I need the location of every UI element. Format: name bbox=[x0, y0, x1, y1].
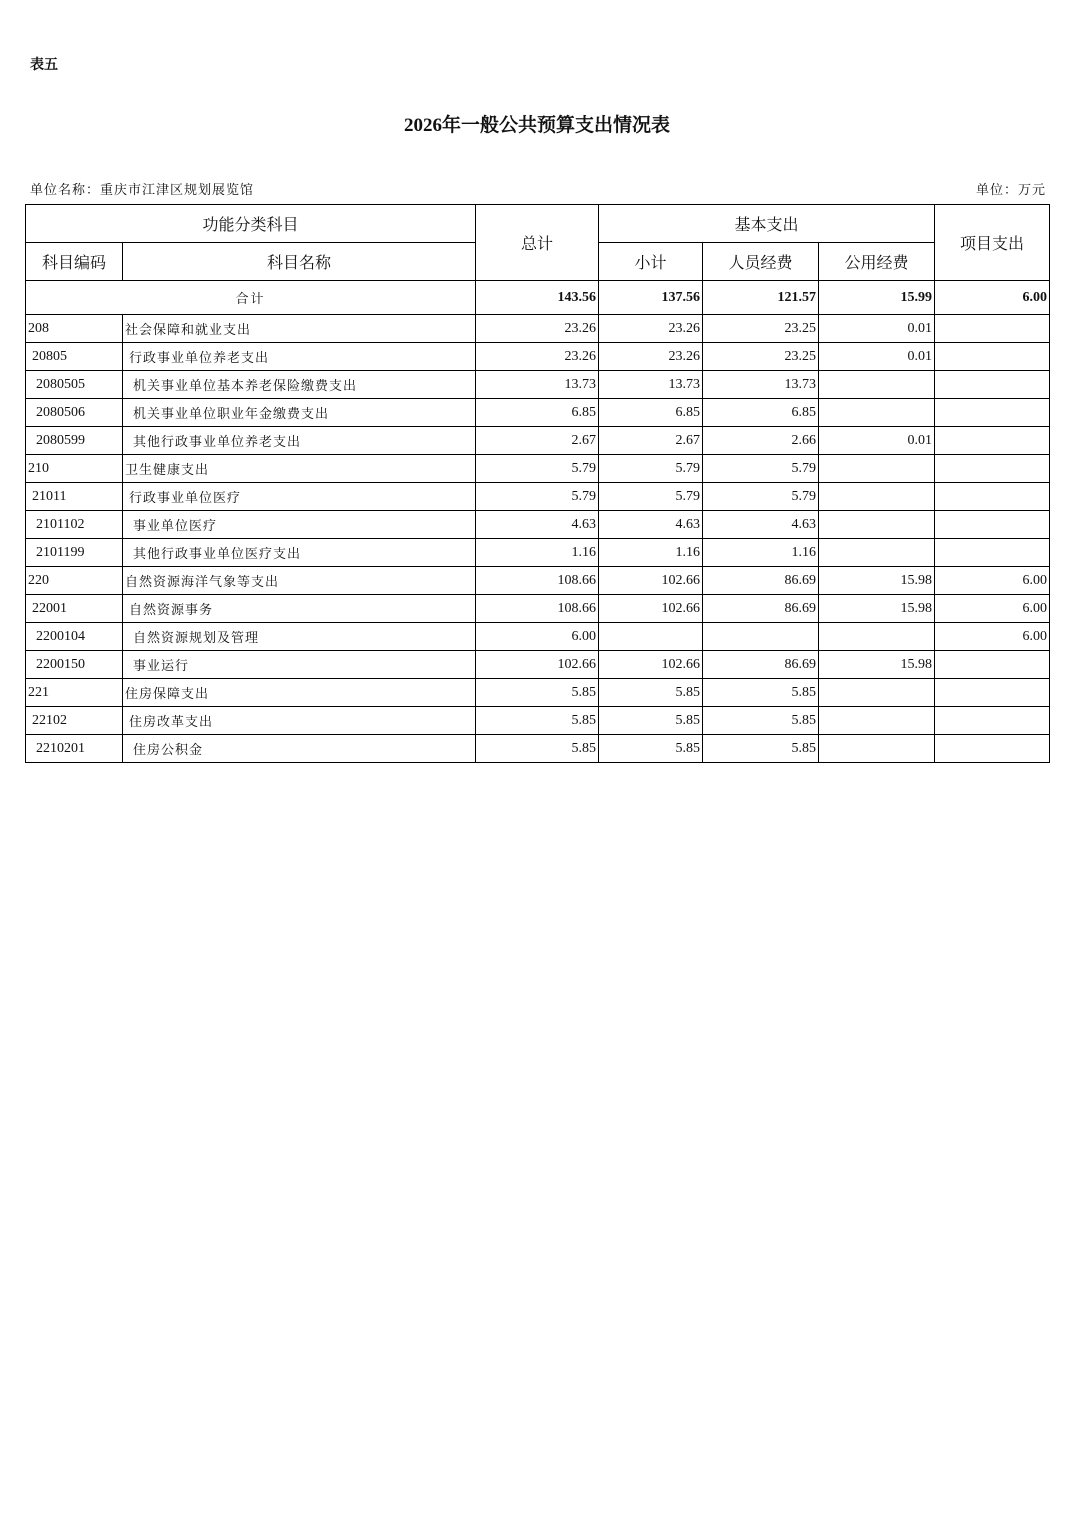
row-personnel: 23.25 bbox=[703, 343, 819, 371]
total-project: 6.00 bbox=[935, 281, 1050, 315]
row-name: 行政事业单位养老支出 bbox=[123, 343, 476, 371]
table-row bbox=[26, 679, 1050, 707]
row-code: 22102 bbox=[26, 707, 123, 735]
row-public: 15.98 bbox=[819, 651, 935, 679]
row-name: 自然资源海洋气象等支出 bbox=[123, 567, 476, 595]
row-total: 108.66 bbox=[476, 567, 599, 595]
row-code: 20805 bbox=[26, 343, 123, 371]
row-public bbox=[819, 679, 935, 707]
row-project bbox=[935, 511, 1050, 539]
header-total: 总计 bbox=[476, 205, 599, 281]
row-name: 自然资源事务 bbox=[123, 595, 476, 623]
row-public bbox=[819, 735, 935, 763]
row-project bbox=[935, 399, 1050, 427]
row-code: 2210201 bbox=[26, 735, 123, 763]
row-subtotal: 5.85 bbox=[599, 735, 703, 763]
table-row bbox=[26, 735, 1050, 763]
row-total: 5.85 bbox=[476, 735, 599, 763]
row-public: 0.01 bbox=[819, 315, 935, 343]
header-subtotal: 小计 bbox=[599, 243, 703, 281]
row-name: 事业运行 bbox=[123, 651, 476, 679]
table-row bbox=[26, 315, 1050, 343]
row-personnel: 5.85 bbox=[703, 679, 819, 707]
row-total: 13.73 bbox=[476, 371, 599, 399]
total-row bbox=[26, 281, 1050, 315]
row-project bbox=[935, 707, 1050, 735]
row-name: 其他行政事业单位医疗支出 bbox=[123, 539, 476, 567]
table-row bbox=[26, 623, 1050, 651]
row-subtotal: 23.26 bbox=[599, 315, 703, 343]
row-total: 2.67 bbox=[476, 427, 599, 455]
table-row bbox=[26, 427, 1050, 455]
row-personnel: 2.66 bbox=[703, 427, 819, 455]
table-row bbox=[26, 539, 1050, 567]
table-row bbox=[26, 483, 1050, 511]
total-label: 合计 bbox=[26, 281, 476, 315]
table-row bbox=[26, 343, 1050, 371]
row-project bbox=[935, 427, 1050, 455]
row-personnel: 86.69 bbox=[703, 567, 819, 595]
row-total: 5.79 bbox=[476, 483, 599, 511]
row-public: 15.98 bbox=[819, 567, 935, 595]
row-project bbox=[935, 539, 1050, 567]
header-personnel: 人员经费 bbox=[703, 243, 819, 281]
row-public: 0.01 bbox=[819, 427, 935, 455]
row-public bbox=[819, 707, 935, 735]
row-code: 2101199 bbox=[26, 539, 123, 567]
row-total: 6.00 bbox=[476, 623, 599, 651]
row-total: 108.66 bbox=[476, 595, 599, 623]
row-personnel: 4.63 bbox=[703, 511, 819, 539]
row-subtotal: 13.73 bbox=[599, 371, 703, 399]
row-personnel: 5.85 bbox=[703, 735, 819, 763]
row-personnel: 23.25 bbox=[703, 315, 819, 343]
row-code: 21011 bbox=[26, 483, 123, 511]
header-public: 公用经费 bbox=[819, 243, 935, 281]
row-total: 102.66 bbox=[476, 651, 599, 679]
row-project bbox=[935, 371, 1050, 399]
row-public bbox=[819, 371, 935, 399]
row-personnel: 6.85 bbox=[703, 399, 819, 427]
row-name: 社会保障和就业支出 bbox=[123, 315, 476, 343]
row-public bbox=[819, 455, 935, 483]
table-number-label: 表五 bbox=[30, 57, 58, 73]
row-subtotal: 5.85 bbox=[599, 707, 703, 735]
row-project bbox=[935, 735, 1050, 763]
row-name: 行政事业单位医疗 bbox=[123, 483, 476, 511]
row-code: 220 bbox=[26, 567, 123, 595]
row-subtotal: 2.67 bbox=[599, 427, 703, 455]
row-code: 2080599 bbox=[26, 427, 123, 455]
table-row bbox=[26, 651, 1050, 679]
row-personnel bbox=[703, 623, 819, 651]
row-code: 221 bbox=[26, 679, 123, 707]
row-name: 机关事业单位基本养老保险缴费支出 bbox=[123, 371, 476, 399]
table-row bbox=[26, 371, 1050, 399]
row-total: 23.26 bbox=[476, 343, 599, 371]
row-subtotal: 102.66 bbox=[599, 567, 703, 595]
row-code: 2080506 bbox=[26, 399, 123, 427]
row-public bbox=[819, 539, 935, 567]
header-basic: 基本支出 bbox=[599, 205, 935, 243]
total-personnel: 121.57 bbox=[703, 281, 819, 315]
budget-table bbox=[25, 204, 1050, 763]
row-subtotal: 6.85 bbox=[599, 399, 703, 427]
page-title: 2026年一般公共预算支出情况表 bbox=[403, 115, 670, 136]
row-personnel: 1.16 bbox=[703, 539, 819, 567]
row-total: 4.63 bbox=[476, 511, 599, 539]
row-total: 1.16 bbox=[476, 539, 599, 567]
row-subtotal: 5.79 bbox=[599, 455, 703, 483]
header-project: 项目支出 bbox=[935, 205, 1050, 281]
row-public bbox=[819, 483, 935, 511]
row-code: 210 bbox=[26, 455, 123, 483]
row-project bbox=[935, 343, 1050, 371]
row-project bbox=[935, 483, 1050, 511]
row-project bbox=[935, 651, 1050, 679]
row-subtotal: 5.79 bbox=[599, 483, 703, 511]
row-code: 2200104 bbox=[26, 623, 123, 651]
table-row bbox=[26, 707, 1050, 735]
row-personnel: 86.69 bbox=[703, 651, 819, 679]
row-total: 5.79 bbox=[476, 455, 599, 483]
row-code: 2080505 bbox=[26, 371, 123, 399]
row-public bbox=[819, 399, 935, 427]
header-code: 科目编码 bbox=[26, 243, 123, 281]
row-project bbox=[935, 315, 1050, 343]
total-subtotal: 137.56 bbox=[599, 281, 703, 315]
table-row bbox=[26, 595, 1050, 623]
row-project: 6.00 bbox=[935, 595, 1050, 623]
header-func-category: 功能分类科目 bbox=[26, 205, 476, 243]
row-subtotal: 102.66 bbox=[599, 595, 703, 623]
row-personnel: 13.73 bbox=[703, 371, 819, 399]
row-name: 住房公积金 bbox=[123, 735, 476, 763]
row-personnel: 86.69 bbox=[703, 595, 819, 623]
row-name: 卫生健康支出 bbox=[123, 455, 476, 483]
row-name: 事业单位医疗 bbox=[123, 511, 476, 539]
row-code: 2101102 bbox=[26, 511, 123, 539]
row-personnel: 5.85 bbox=[703, 707, 819, 735]
row-personnel: 5.79 bbox=[703, 483, 819, 511]
row-project bbox=[935, 679, 1050, 707]
row-name: 其他行政事业单位养老支出 bbox=[123, 427, 476, 455]
row-name: 自然资源规划及管理 bbox=[123, 623, 476, 651]
table-row bbox=[26, 511, 1050, 539]
row-code: 208 bbox=[26, 315, 123, 343]
row-subtotal: 4.63 bbox=[599, 511, 703, 539]
row-total: 23.26 bbox=[476, 315, 599, 343]
row-total: 6.85 bbox=[476, 399, 599, 427]
currency-unit-label: 单位：万元 bbox=[975, 183, 1046, 198]
row-subtotal: 1.16 bbox=[599, 539, 703, 567]
row-name: 住房改革支出 bbox=[123, 707, 476, 735]
row-public bbox=[819, 623, 935, 651]
row-public: 0.01 bbox=[819, 343, 935, 371]
header-name: 科目名称 bbox=[123, 243, 476, 281]
row-code: 2200150 bbox=[26, 651, 123, 679]
total-total: 143.56 bbox=[476, 281, 599, 315]
row-subtotal bbox=[599, 623, 703, 651]
row-name: 机关事业单位职业年金缴费支出 bbox=[123, 399, 476, 427]
row-subtotal: 102.66 bbox=[599, 651, 703, 679]
row-code: 22001 bbox=[26, 595, 123, 623]
table-row bbox=[26, 567, 1050, 595]
row-total: 5.85 bbox=[476, 679, 599, 707]
row-total: 5.85 bbox=[476, 707, 599, 735]
row-personnel: 5.79 bbox=[703, 455, 819, 483]
row-project bbox=[935, 455, 1050, 483]
unit-name-label: 单位名称：重庆市江津区规划展览馆 bbox=[30, 183, 255, 198]
total-public: 15.99 bbox=[819, 281, 935, 315]
table-row bbox=[26, 399, 1050, 427]
row-project: 6.00 bbox=[935, 623, 1050, 651]
row-project: 6.00 bbox=[935, 567, 1050, 595]
row-name: 住房保障支出 bbox=[123, 679, 476, 707]
row-public bbox=[819, 511, 935, 539]
row-public: 15.98 bbox=[819, 595, 935, 623]
row-subtotal: 23.26 bbox=[599, 343, 703, 371]
table-row bbox=[26, 455, 1050, 483]
row-subtotal: 5.85 bbox=[599, 679, 703, 707]
